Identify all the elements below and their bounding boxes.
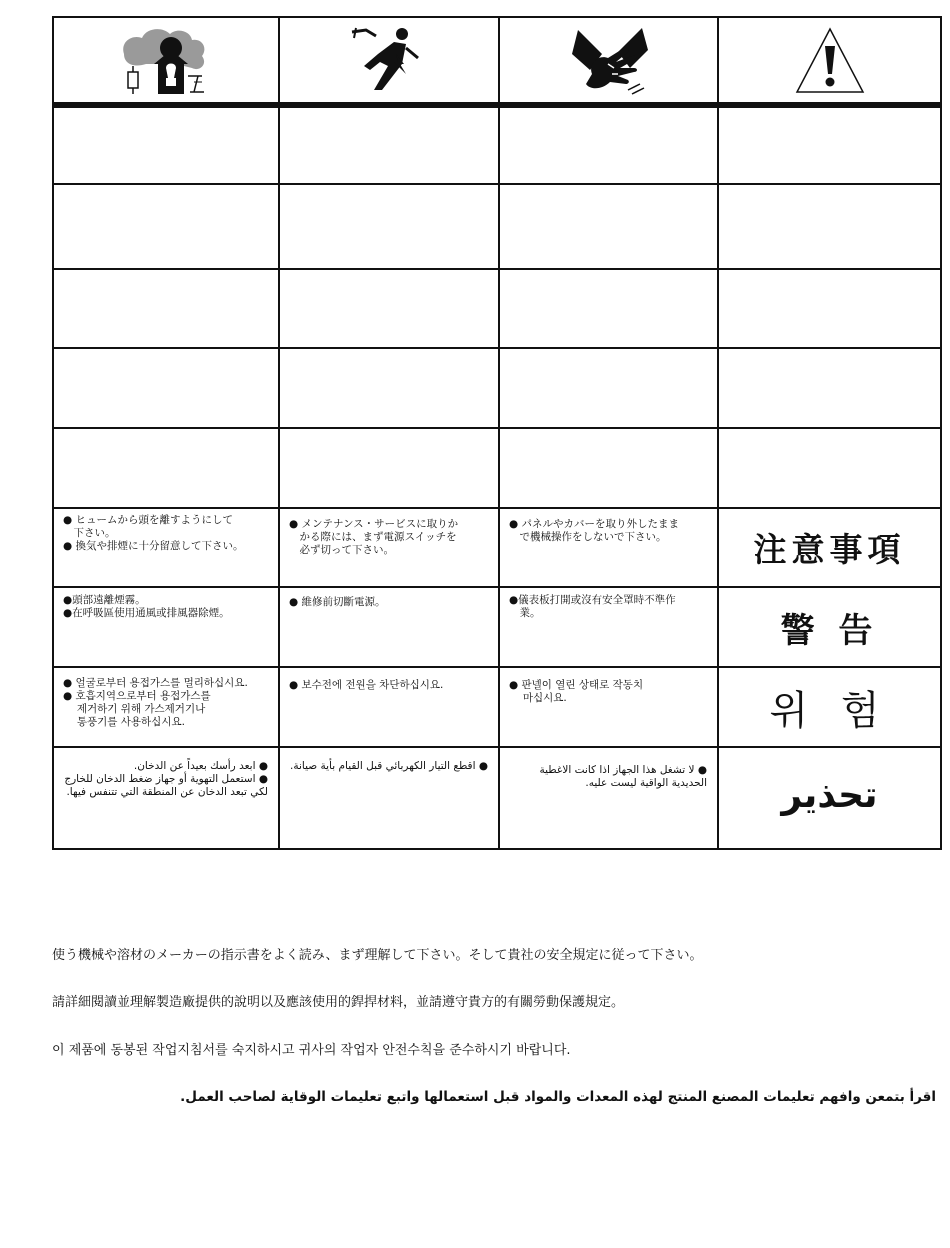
japanese-warning-title: 注意事項: [753, 529, 906, 569]
instruction-line: ● 維修前切斷電源。: [289, 596, 386, 608]
instruction-line: ●頭部遠離煙霧。: [63, 594, 146, 606]
row-divider: [54, 268, 940, 270]
chinese-moving-parts-cell: [500, 588, 717, 666]
electric-shock-icon: [346, 24, 426, 100]
instruction-line: ● ابعد رأسك بعيداً عن الدخان.: [133, 760, 268, 772]
instruction-line: 下さい。: [63, 527, 116, 539]
chinese-shock-cell: [280, 588, 498, 666]
instruction-line: ● اقطع التيار الكهربائي قبل القيام بأية صيانة.: [289, 760, 488, 772]
instruction-line: 業。: [509, 607, 541, 619]
arabic-fumes-cell: [54, 748, 278, 848]
instruction-line: الحديدية الواقية ليست عليه.: [585, 777, 707, 789]
japanese-moving-parts-cell: [500, 508, 717, 586]
arabic-warning-title: تحذير: [781, 774, 878, 816]
instruction-line: 마십시요.: [509, 692, 567, 704]
row-divider: [54, 347, 940, 349]
instruction-line: ● ヒュームから頭を離すようにして: [63, 514, 233, 526]
korean-warning-title: 위 험: [769, 687, 890, 734]
safety-warning-table: [52, 16, 942, 850]
instruction-line: かる際には、まず電源スイッチを: [289, 531, 457, 543]
instruction-line: ● メンテナンス・サービスに取りか: [289, 518, 459, 530]
chinese-warning-title: 警 告: [780, 610, 879, 651]
arabic-moving-parts-cell: [500, 748, 717, 848]
instruction-line: 통풍기를 사용하십시요.: [63, 716, 185, 728]
instruction-line: 제거하기 위해 가스제거기나: [63, 703, 206, 715]
japanese-fumes-cell: [54, 508, 278, 586]
chinese-fumes-cell: [54, 588, 278, 666]
instruction-line: ● 얼굴로부터 용접가스를 멀리하십시요.: [63, 677, 248, 689]
arabic-instructions-paragraph: اقرأ بتمعن وافهم تعليمات المصنع المنتج لهذه المعدات والمواد قبل استعمالها واتبع تعليمات الوقاية لصاحب العمل.: [180, 1089, 936, 1105]
warning-triangle-icon: [794, 26, 866, 96]
japanese-instructions-paragraph: 使う機械や溶材のメーカーの指示書をよく読み、まず理解して下さい。そして貴社の安全規定に従って下さい。: [52, 948, 703, 963]
korean-moving-parts-cell: [500, 668, 717, 746]
instruction-line: ● 換気や排煙に十分留意して下さい。: [63, 540, 244, 552]
instruction-line: ● لا تشغل هذا الجهاز اذا كانت الاغطية: [539, 764, 707, 776]
instruction-line: で機械操作をしないで下さい。: [509, 531, 667, 543]
header-divider: [54, 102, 940, 108]
row-divider: [54, 183, 940, 185]
korean-shock-cell: [280, 668, 498, 746]
instruction-line: لكي تبعد الدخان عن المنطقة التي تتنفس فيها.: [66, 786, 268, 798]
korean-fumes-cell: [54, 668, 278, 746]
arabic-shock-cell: [280, 748, 498, 848]
fumes-hazard-icon: [116, 24, 224, 98]
moving-parts-hand-icon: [568, 24, 652, 100]
instruction-line: 必ず切って下さい。: [289, 544, 394, 556]
korean-instructions-paragraph: 이 제품에 동봉된 작업지침서를 숙지하시고 귀사의 작업자 안전수칙을 준수하시기 바랍니다.: [52, 1043, 571, 1058]
japanese-shock-cell: [280, 508, 498, 586]
instruction-line: ● 판넬이 열린 상태로 작동치: [509, 679, 644, 691]
instruction-line: ● 호흡지역으로부터 용접가스를: [63, 690, 211, 702]
chinese-instructions-paragraph: 請詳細閱讀並理解製造廠提供的說明以及應該使用的銲捍材料，並請遵守貴方的有關勞動保護規定。: [52, 995, 625, 1010]
instruction-line: ●儀表板打開或沒有安全罩時不準作: [509, 594, 676, 606]
instruction-line: ● استعمل التهوية أو جهاز ضغط الدخان للخارج: [64, 773, 268, 785]
instruction-line: ●在呼吸區使用通風或排風器除煙。: [63, 607, 230, 619]
instruction-line: ● 보수전에 전원을 차단하십시요.: [289, 679, 444, 691]
row-divider: [54, 427, 940, 429]
instruction-line: ● パネルやカバーを取り外したまま: [509, 518, 679, 530]
